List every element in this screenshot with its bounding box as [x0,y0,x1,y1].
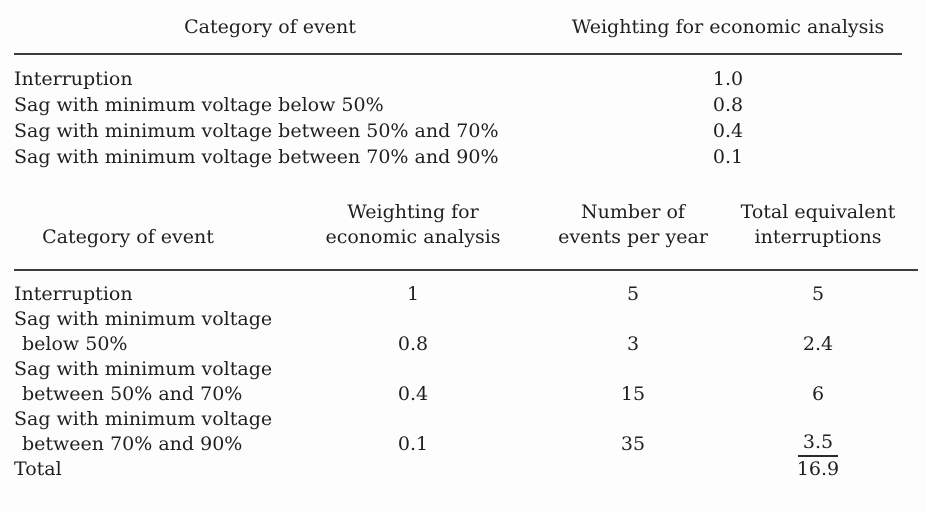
table-row [14,92,902,118]
weighting-table [14,15,902,170]
table-row [14,407,918,457]
weighting-cell: 0.8 [397,333,429,355]
weighting-table-header-row [14,15,902,54]
total-cell: 5 [811,283,825,305]
events-cell: 3 [626,333,640,355]
weighting-cell: 1.0 [712,68,744,90]
weighting-cell: 0.1 [397,433,429,455]
column-header-total-line2: interruptions [754,226,882,248]
column-header-events [548,196,718,270]
column-header-category: Category of event [14,196,278,270]
category-line2: below 50% [22,333,128,355]
category-cell: Interruption [14,68,133,90]
category-cell: Interruption [14,283,133,305]
events-cell [548,457,718,482]
grand-total-cell: 16.9 [796,458,840,480]
category-cell: Sag with minimum voltage between 70% and 90% [14,146,499,168]
column-header-events-line1: Number of [581,201,685,223]
weighting-cell: 0.4 [397,383,429,405]
table-row [14,357,918,407]
category-line2: between 70% and 90% [22,433,243,455]
total-row [14,457,918,482]
column-header-weighting-line2: economic analysis [325,226,501,248]
subtotal-underlined-value: 3.5 [798,430,838,457]
category-line1: Sag with minimum voltage [14,358,273,380]
weighting-cell: 0.4 [712,120,744,142]
table-row [14,144,902,170]
column-header-category: Category of event [14,15,554,54]
events-cell: 15 [620,383,646,405]
total-label-cell: Total [14,458,62,480]
weighting-cell: 1 [406,283,420,305]
column-header-weighting-line1: Weighting for [347,201,479,223]
category-cell [14,307,278,357]
column-header-total [718,196,918,270]
weighting-cell [278,457,548,482]
category-cell [14,357,278,407]
category-cell: Sag with minimum voltage between 50% and 70% [14,120,499,142]
category-cell: Sag with minimum voltage below 50% [14,94,384,116]
category-cell [14,407,278,457]
total-cell: 2.4 [802,333,834,355]
column-header-weighting: Weighting for economic analysis [554,15,902,54]
table-row [14,54,902,92]
equivalent-interruptions-table [14,196,918,482]
table-row [14,307,918,357]
category-line1: Sag with minimum voltage [14,308,273,330]
events-cell: 35 [620,433,646,455]
events-cell: 5 [626,283,640,305]
total-cell [718,407,918,457]
weighting-cell: 0.1 [712,146,744,168]
column-header-events-line2: events per year [558,226,708,248]
column-header-weighting [278,196,548,270]
table-row [14,118,902,144]
table-row [14,270,918,307]
weighting-cell: 0.8 [712,94,744,116]
column-header-total-line1: Total equivalent [740,201,896,223]
category-line1: Sag with minimum voltage [14,408,273,430]
category-line2: between 50% and 70% [22,383,243,405]
total-cell: 6 [811,383,825,405]
equivalent-table-header-row [14,196,918,270]
